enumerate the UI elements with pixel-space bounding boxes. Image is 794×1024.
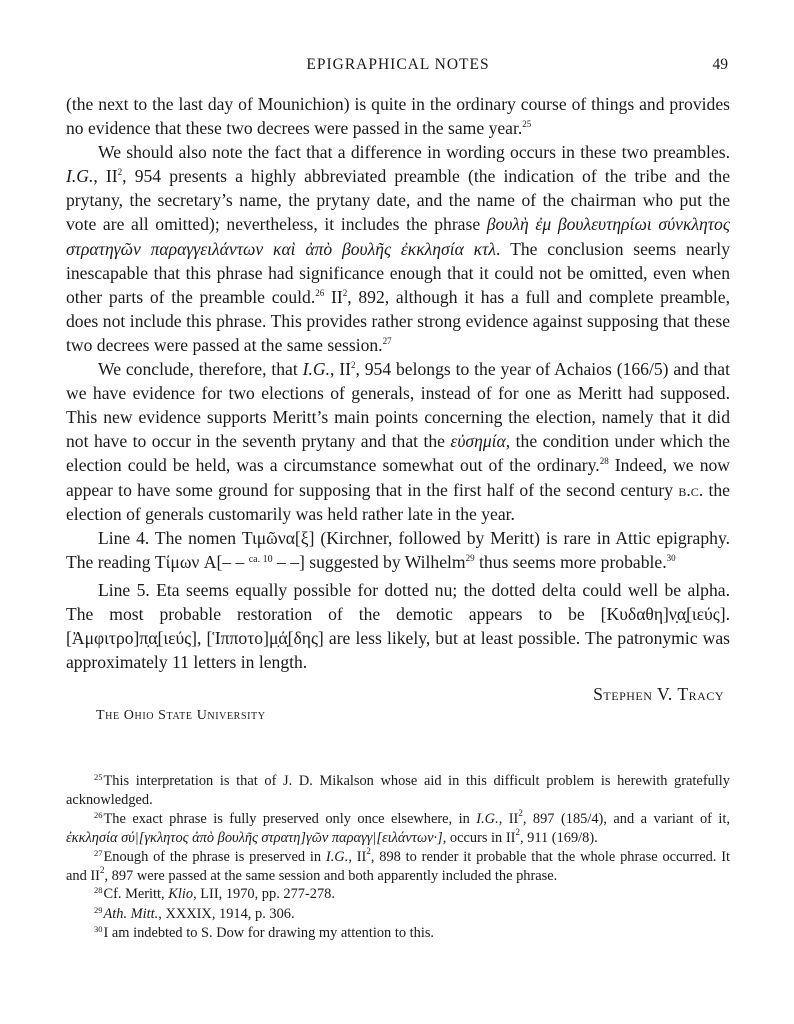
footnote-26	[66, 807, 730, 848]
superscript: 2	[350, 360, 356, 371]
footnote-ref-25: 25	[522, 119, 532, 130]
footnote-ref-29: 29	[465, 552, 475, 563]
footnotes	[66, 772, 730, 944]
text-run: (the next to the last day of Mounichion) is quite in the ordinary course of things and provides no evidence that these two decrees were passed in the same year.	[66, 94, 730, 139]
text-run: , 954 presents a highly abbreviated preamble (the indication of the tribe and the prytany, the secretary’s name, the prytany date, and the name of the chairman who put the vote are all omitted); nevertheless, it includes the phrase	[66, 166, 730, 235]
page-number: 49	[712, 56, 728, 73]
greek-restoration: [Ἀμφιτρο]π̣α̣[ιεύς]	[66, 628, 198, 649]
footnote-ref-28: 28	[599, 456, 609, 467]
text-run: Line 5. Eta seems equally possible for dotted nu; the dotted delta could well be alpha. The most probable restoration of the demotic appears to be	[66, 579, 730, 624]
footnote-text: Enough of the phrase is preserved in	[103, 848, 326, 865]
greek-phrase: βουλὴ ἐμ βουλευτηρίωι σύνκλητος στρατηγῶν παραγγειλάντων καὶ ἀπὸ βουλῆς ἐκκλησία κτλ	[66, 214, 730, 259]
footnote-text: I am indebted to S. Dow for drawing my attention to this.	[103, 925, 435, 942]
author-signature: Stephen V. Tracy	[593, 684, 724, 704]
footnote-number: 25	[94, 772, 103, 782]
footnote-text: , II	[348, 848, 367, 865]
greek-word: εὐσημία	[450, 431, 506, 452]
letter-count: ca. 10	[248, 553, 273, 565]
citation-ig: I.G.	[476, 810, 499, 827]
superscript: 2	[518, 807, 523, 818]
text-run: A[– –	[199, 551, 249, 572]
footnote-number: 29	[94, 904, 103, 915]
footnote-ref-26: 26	[315, 287, 325, 298]
footnote-ref-30: 30	[666, 552, 676, 563]
footnote-text: , II	[498, 810, 519, 827]
text-run: , the condition under which the election could be held, was a circumstance somewhat out of the ordinary.	[66, 431, 730, 476]
footnote-number: 30	[94, 924, 103, 935]
paragraph-4	[66, 526, 730, 578]
citation-ig: I.G.	[325, 848, 349, 865]
footnote-25	[66, 772, 730, 810]
footnote-text: , XXXIX, 1914, p. 306.	[158, 905, 295, 922]
greek-name: Τιμῶνα[ξ]	[241, 527, 315, 548]
text-run: ,	[197, 628, 207, 649]
footnote-text: The exact phrase is fully preserved only once elsewhere, in	[103, 810, 477, 827]
footnote-29	[66, 905, 730, 924]
footnote-number: 27	[94, 847, 103, 858]
footnote-27	[66, 845, 731, 886]
footnote-text: Cf. Meritt,	[103, 886, 169, 903]
text-run: , 892, although it has a full and complete preamble, does not include this phrase. This provides rather strong evidence against supposing that these two decrees were passed at the same session.	[66, 286, 730, 355]
superscript: 2	[515, 827, 520, 838]
text-run: . The conclusion seems nearly inescapable that this phrase had significance enough that it could not be omitted, even when other parts of the preamble could.	[66, 238, 730, 307]
greek-restoration: [Κυδαθη]ν̣α̣[ιεύς]	[600, 603, 726, 624]
superscript: 2	[342, 287, 348, 298]
text-run: II	[324, 286, 343, 307]
author-affiliation: The Ohio State University	[96, 708, 266, 723]
text-run: are less likely, but at least possible. The patronymic was approximately 11 letters in length.	[66, 628, 731, 673]
text-run: Line 4. The nomen	[98, 527, 242, 548]
footnote-text: , 898 to render it probable that the whole phrase occurred. It and II	[66, 848, 731, 885]
footnote-text: , occurs in II	[442, 830, 516, 847]
footnote-text: , 897 (185/4), and a variant of it,	[522, 810, 730, 827]
era-abbreviation: b.c.	[678, 479, 704, 500]
text-run: (Kirchner, followed by Meritt) is rare in Attic epigraphy. The reading	[66, 527, 730, 572]
text-run: , II	[330, 359, 351, 380]
greek-name: Τίμων	[154, 551, 200, 572]
superscript: 2	[99, 865, 105, 876]
greek-phrase: ἐκκλησία σύ|[γκλητος ἀπὸ βουλῆς στρατη]γῶν παραγγ|[ειλάντων·]	[66, 830, 443, 847]
paragraph-3	[66, 357, 730, 526]
footnote-text: This interpretation is that of J. D. Mikalson whose aid in this difficult problem is herewith gratefully acknowledged.	[66, 773, 730, 809]
citation-ig: I.G.	[302, 359, 330, 380]
footnote-30	[66, 924, 730, 943]
running-title: EPIGRAPHICAL NOTES	[306, 56, 490, 73]
body-text	[66, 92, 730, 674]
text-run: We conclude, therefore, that	[98, 359, 303, 380]
paragraph-2	[66, 140, 730, 357]
text-run: thus seems more probable.	[474, 551, 667, 572]
greek-restoration: [Ἱπποτο]μ̣ά̣[δης]	[206, 628, 324, 649]
footnote-number: 26	[94, 809, 103, 820]
text-run: , II	[93, 166, 118, 187]
text-run: , 954 belongs to the year of Achaios (166/5) and that we have evidence for two elections of generals, instead of for one as Meritt had supposed. This new evidence supports Meritt’s main points concerning the election, namely that it did not have to occur in the seventh prytany and that the	[66, 359, 730, 452]
footnote-ref-27: 27	[382, 335, 392, 346]
text-run: Indeed, we now appear to have some ground for supposing that in the first half of the second century	[66, 455, 730, 500]
journal-title: Klio	[168, 886, 194, 903]
paragraph-1	[66, 92, 730, 140]
footnote-text: , 897 were passed at the same session and both apparently included the phrase.	[104, 868, 558, 885]
footnote-text: , 911 (169/8).	[519, 830, 598, 847]
footnote-number: 28	[94, 885, 103, 896]
journal-title: Ath. Mitt.	[103, 905, 159, 922]
paragraph-5	[66, 578, 730, 674]
footnote-28	[66, 885, 730, 904]
citation-ig: I.G.	[66, 166, 94, 187]
text-run: the election of generals customarily was held rather late in the year.	[66, 479, 730, 524]
superscript: 2	[117, 167, 123, 178]
footnote-text: , LII, 1970, pp. 277-278.	[193, 886, 335, 903]
text-run: We should also note the fact that a difference in wording occurs in these two preambles.	[98, 142, 730, 163]
text-run: .	[725, 603, 730, 624]
text-run: – –] suggested by Wilhelm	[272, 551, 466, 572]
superscript: 2	[366, 845, 371, 856]
